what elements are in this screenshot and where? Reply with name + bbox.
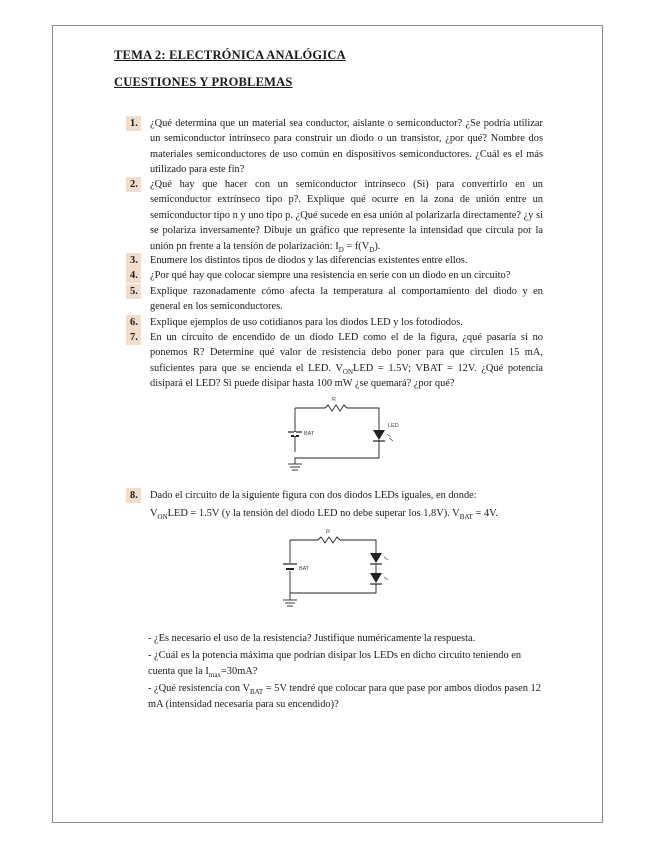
led-icon [370, 573, 382, 583]
question-4 [126, 268, 543, 283]
question-3 [126, 253, 543, 268]
battery-label: BAT [304, 431, 315, 437]
question-8 [126, 488, 543, 522]
question-number: 2. [126, 177, 141, 192]
question-5 [126, 284, 543, 315]
question-number: 4. [126, 268, 141, 283]
question-text: ¿Qué hay que hacer con un semiconductor intrínseco (Si) para convertirlo en un semiconductor extrínseco tipo p?. Explique qué ocurre en la zona de unión entre un semiconductor tipo n y uno tipo p. ¿Qué sucede en esa unión al polarizarla directamente? ¿y si se polariza inversamente? Dibuje un gráfico que represente la intensidad que circula por la unión pn frente a la tensión de polarización: $I_D = f(V_D)$. [150, 179, 543, 254]
question-number: 6. [126, 315, 141, 330]
question-text: ¿Por qué hay que colocar siempre una resistencia en serie con un diodo en un circuito? [150, 270, 511, 281]
led-label: LED [388, 423, 399, 429]
question-7 [126, 330, 543, 392]
resistor-label: R [326, 529, 330, 535]
question-text: Enumere los distintos tipos de diodos y las diferencias existentes entre ellos. [150, 255, 468, 266]
question-1 [126, 116, 543, 178]
question-text: ¿Qué determina que un material sea conductor, aislante o semiconductor? ¿Se podría utilizar un semiconductor intrínseco para construir un diodo o un transistor, ¿por qué? Nombre dos materiales semiconductores de uso común en dispositivos semiconductores. ¿Cuál es el más utilizado para este fin? [150, 118, 543, 176]
subquestion-1: - ¿Es necesario el uso de la resistencia? Justifique numéricamente la respuesta. [148, 633, 476, 644]
question-number: 5. [126, 284, 141, 299]
question-text: En un circuito de encendido de un diodo LED como el de la figura, ¿qué pasaría si no ponemos R? Determine qué valor de resistencia debo poner para que circulen 15 mA, suficientes para que se encienda el LED. $V_{ON}LED = 1.5V$; VBAT = 12V. ¿Qué potencia disipará el LED? Si puede disipar hasta 100 mW ¿se quemará? ¿por qué? [150, 332, 544, 390]
section-title: CUESTIONES Y PROBLEMAS [114, 75, 293, 89]
circuit-diagram-2 [278, 525, 393, 615]
question-text: Explique razonadamente cómo afecta la temperatura al comportamiento del diodo y en general en los semiconductores. [150, 286, 543, 313]
subquestion-3: - ¿Qué resistencia con $V_{BAT} = 5V$ tendré que colocar para que pase por ambos diodos pasen 12 mA (intensidad necesaria para su encendido)? [148, 683, 541, 710]
subquestion-list [148, 631, 543, 714]
subquestion-2: - ¿Cuál es la potencia máxima que podrían disipar los LEDs en dicho circuito teniendo en cuenta que la $I_{max}=30mA$? [148, 650, 522, 679]
circuit-diagram-1 [285, 390, 405, 480]
led-icon [370, 553, 382, 563]
question-number: 8. [126, 488, 141, 503]
question-text: Explique ejemplos de uso cotidianos para los diodos LED y los fotodiodos. [150, 317, 463, 328]
led-icon [373, 430, 385, 440]
question-text: Dado el circuito de la siguiente figura con dos diodos LEDs iguales, en donde: $V_{ON}LED = 1.5V$ (y la tensión del diodo LED no debe superar los 1.8V). $V_{BAT} = 4V$. [150, 490, 498, 522]
question-2 [126, 177, 543, 254]
question-number: 7. [126, 330, 141, 345]
document-title: TEMA 2: ELECTRÓNICA ANALÓGICA [114, 48, 346, 62]
question-number: 1. [126, 116, 141, 131]
question-number: 3. [126, 253, 141, 268]
battery-label: BAT [299, 566, 310, 572]
resistor-label: R [332, 397, 336, 403]
question-6 [126, 315, 543, 330]
